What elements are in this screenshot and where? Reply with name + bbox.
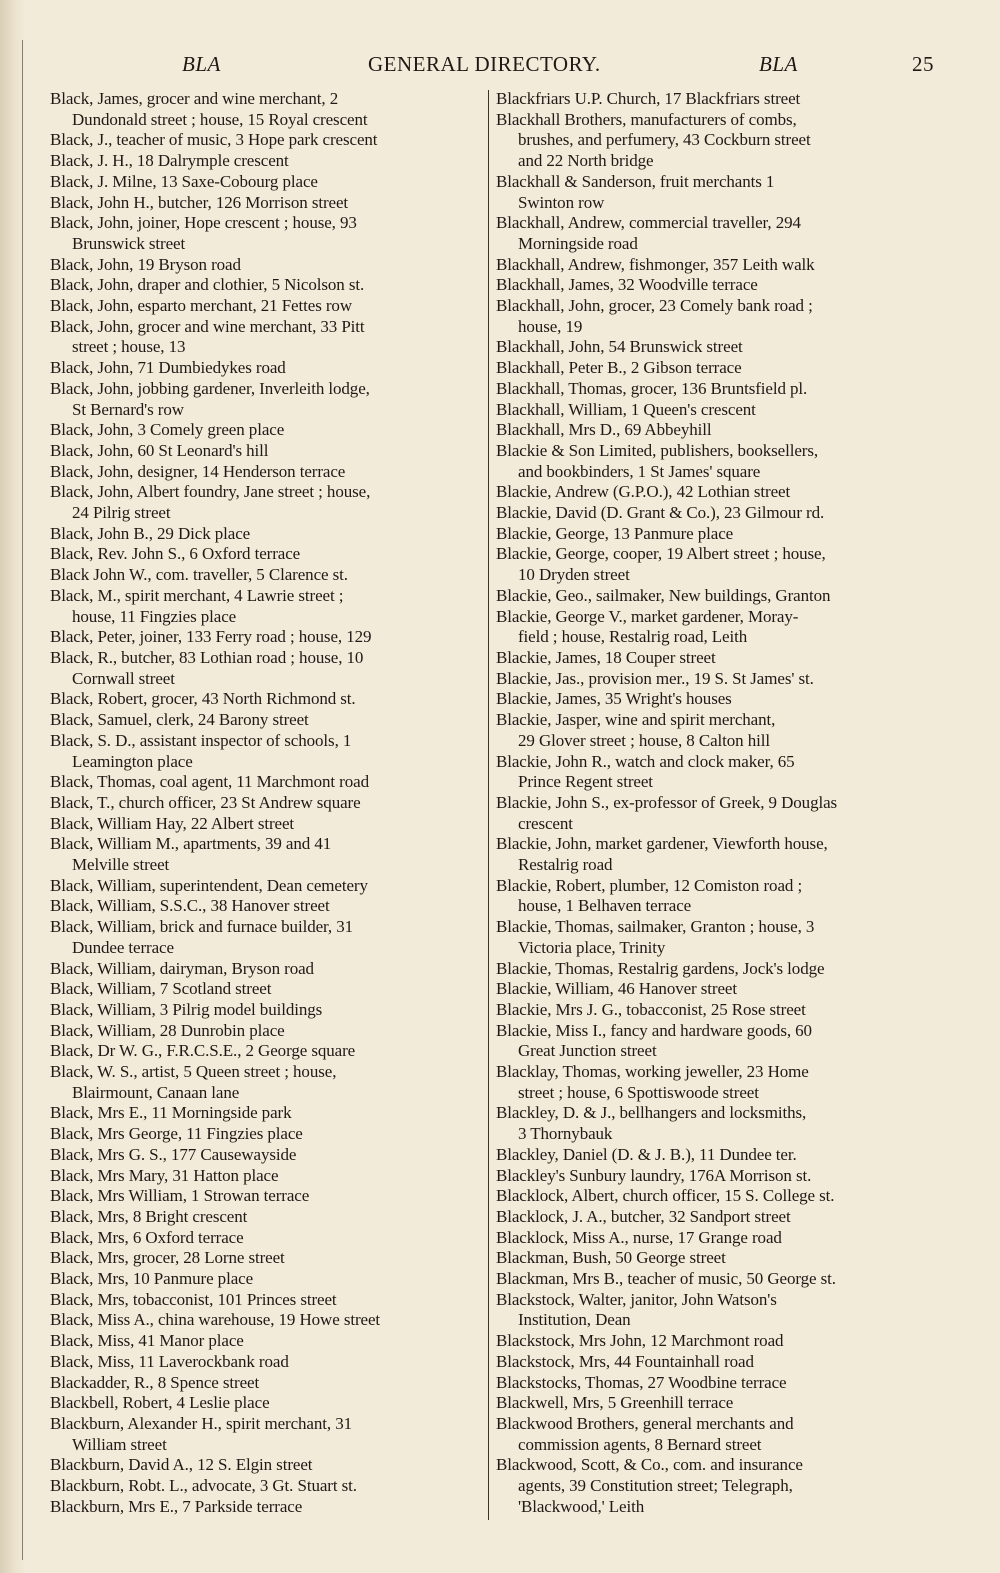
entry-continuation-line: 3 Thornybauk (518, 1124, 613, 1144)
entry-line: Blackstock, Mrs, 44 Fountainhall road (496, 1351, 754, 1371)
directory-entry (496, 110, 932, 172)
directory-entry (496, 959, 932, 980)
directory-entry (50, 255, 486, 276)
directory-entry (496, 834, 932, 875)
entry-continuation-line: St Bernard's row (72, 399, 184, 419)
entry-line: Blackman, Bush, 50 George street (496, 1248, 726, 1268)
directory-entry (50, 793, 486, 814)
entry-line: Blackburn, Mrs E., 7 Parkside terrace (50, 1496, 303, 1516)
entry-line: Blackhall, Andrew, commercial traveller, 294 (496, 213, 801, 233)
directory-entry (50, 731, 486, 772)
entry-continuation-line: and bookbinders, 1 St James' square (518, 461, 761, 481)
directory-entry (496, 1414, 932, 1455)
entry-line: Blackley, Daniel (D. & J. B.), 11 Dundee ter. (496, 1144, 797, 1164)
entry-line: Black, J., teacher of music, 3 Hope park crescent (50, 130, 378, 150)
directory-entry (50, 1393, 486, 1414)
entry-line: Black, John, esparto merchant, 21 Fettes row (50, 296, 352, 316)
directory-entry (50, 648, 486, 689)
page-number: 25 (912, 52, 934, 76)
entry-line: Blackhall, Thomas, grocer, 136 Bruntsfield pl. (496, 378, 808, 398)
directory-entry (50, 1186, 486, 1207)
entry-line: Blackburn, David A., 12 S. Elgin street (50, 1455, 313, 1475)
entry-line: Black, John, joiner, Hope crescent ; house, 93 (50, 213, 357, 233)
directory-entry (50, 1455, 486, 1476)
directory-entry (50, 1310, 486, 1331)
directory-entry (50, 275, 486, 296)
directory-entry (496, 1290, 932, 1331)
directory-entry (496, 1393, 932, 1414)
directory-entry (496, 752, 932, 793)
directory-entry (50, 959, 486, 980)
entry-line: Blackstock, Walter, janitor, John Watson's (496, 1289, 777, 1309)
entry-line: Black, Mrs, 8 Bright crescent (50, 1206, 248, 1226)
entry-line: Black, Mrs E., 11 Morningside park (50, 1103, 292, 1123)
directory-entry (50, 834, 486, 875)
directory-entry (50, 1103, 486, 1124)
directory-entry (50, 586, 486, 627)
entry-line: Black, William, 7 Scotland street (50, 979, 272, 999)
directory-entry (50, 379, 486, 420)
entry-continuation-line: Dundee terrace (72, 937, 174, 957)
entry-line: Blackburn, Robt. L., advocate, 3 Gt. Stuart st. (50, 1476, 357, 1496)
entry-line: Blackhall, James, 32 Woodville terrace (496, 275, 758, 295)
entry-continuation-line: Brunswick street (72, 233, 186, 253)
entry-continuation-line: 10 Dryden street (518, 565, 630, 585)
directory-entry (50, 358, 486, 379)
entry-line: Black, William, 3 Pilrig model buildings (50, 999, 323, 1019)
directory-entry (50, 482, 486, 523)
entry-line: Black, John, jobbing gardener, Inverleith lodge, (50, 378, 370, 398)
entry-line: Blackie, James, 18 Couper street (496, 647, 716, 667)
entry-continuation-line: Institution, Dean (518, 1310, 631, 1330)
directory-entry (496, 275, 932, 296)
entry-line: Blackie, George, cooper, 19 Albert street ; house, (496, 544, 826, 564)
entry-continuation-line: 29 Glover street ; house, 8 Calton hill (518, 730, 771, 750)
directory-entry (50, 420, 486, 441)
entry-continuation-line: agents, 39 Constitution street; Telegraph, (518, 1476, 793, 1496)
entry-line: Black, John, 19 Bryson road (50, 254, 241, 274)
header-left-guide-word: BLA (182, 52, 221, 76)
page-header (50, 52, 970, 82)
entry-line: Blackbell, Robert, 4 Leslie place (50, 1393, 270, 1413)
directory-entry (50, 814, 486, 835)
entry-line: Blackhall, Andrew, fishmonger, 357 Leith walk (496, 254, 815, 274)
directory-entry (496, 544, 932, 585)
entry-line: Black, James, grocer and wine merchant, 2 (50, 89, 339, 108)
entry-line: Blackley's Sunbury laundry, 176A Morrison st. (496, 1165, 812, 1185)
entry-line: Black, John, designer, 14 Henderson terrace (50, 461, 346, 481)
entry-continuation-line: Leamington place (72, 751, 193, 771)
directory-entry (50, 1352, 486, 1373)
directory-entry (50, 1248, 486, 1269)
entry-line: Black, Dr W. G., F.R.C.S.E., 2 George square (50, 1041, 356, 1061)
entry-line: Black, William, 28 Dunrobin place (50, 1020, 285, 1040)
directory-entry (496, 1228, 932, 1249)
entry-line: Blackie, Mrs J. G., tobacconist, 25 Rose street (496, 999, 806, 1019)
entry-continuation-line: commission agents, 8 Bernard street (518, 1434, 762, 1454)
entry-continuation-line: house, 1 Belhaven terrace (518, 896, 692, 916)
entry-line: Black, Mrs George, 11 Fingzies place (50, 1124, 303, 1144)
directory-entry (50, 462, 486, 483)
directory-entry (50, 1145, 486, 1166)
directory-entry (496, 482, 932, 503)
entry-line: Blackie, George, 13 Panmure place (496, 523, 734, 543)
entry-continuation-line: Prince Regent street (518, 772, 653, 792)
entry-line: Black, Rev. John S., 6 Oxford terrace (50, 544, 301, 564)
entry-line: Blackie, Robert, plumber, 12 Comiston road ; (496, 875, 803, 895)
entry-line: Black, Mrs, 6 Oxford terrace (50, 1227, 244, 1247)
entry-line: Blackman, Mrs B., teacher of music, 50 George st. (496, 1269, 836, 1289)
directory-entry (496, 648, 932, 669)
entry-continuation-line: Restalrig road (518, 855, 613, 875)
entry-line: Black, Mrs, grocer, 28 Lorne street (50, 1248, 285, 1268)
directory-entry (50, 151, 486, 172)
entry-continuation-line: Blairmount, Canaan lane (72, 1082, 240, 1102)
entry-continuation-line: Morningside road (518, 233, 638, 253)
directory-entry (496, 1186, 932, 1207)
entry-continuation-line: Great Junction street (518, 1041, 657, 1061)
entry-line: Blackhall, John, 54 Brunswick street (496, 337, 743, 357)
entry-line: Black, T., church officer, 23 St Andrew square (50, 792, 361, 812)
entry-line: Blackie, Jas., provision mer., 19 S. St James' st. (496, 668, 814, 688)
entry-continuation-line: house, 11 Fingzies place (72, 606, 237, 626)
entry-line: Blackhall, John, grocer, 23 Comely bank road ; (496, 296, 813, 316)
directory-entry (50, 296, 486, 317)
directory-entry (50, 710, 486, 731)
entry-line: Black, John, 71 Dumbiedykes road (50, 358, 286, 378)
directory-entry (50, 896, 486, 917)
entry-continuation-line: William street (72, 1434, 167, 1454)
entry-continuation-line: 24 Pilrig street (72, 503, 171, 523)
directory-entry (496, 917, 932, 958)
entry-line: Blackhall, Peter B., 2 Gibson terrace (496, 358, 742, 378)
entry-line: Black, Robert, grocer, 43 North Richmond st. (50, 689, 356, 709)
entry-line: Black, Peter, joiner, 133 Ferry road ; house, 129 (50, 627, 372, 647)
entry-line: Black, Thomas, coal agent, 11 Marchmont road (50, 772, 369, 792)
directory-entry (496, 1062, 932, 1103)
directory-entry (50, 917, 486, 958)
directory-entry (496, 607, 932, 648)
entry-line: Blackie, Miss I., fancy and hardware goods, 60 (496, 1020, 812, 1040)
entry-line: Black, Mrs William, 1 Strowan terrace (50, 1186, 310, 1206)
entry-line: Blackie, Geo., sailmaker, New buildings, Granton (496, 585, 831, 605)
entry-line: Black, William, dairyman, Bryson road (50, 958, 314, 978)
directory-entry (496, 1331, 932, 1352)
entry-line: Black, Miss A., china warehouse, 19 Howe street (50, 1310, 381, 1330)
directory-entry (496, 586, 932, 607)
header-title: GENERAL DIRECTORY. (368, 52, 601, 76)
entry-continuation-line: 'Blackwood,' Leith (518, 1496, 645, 1516)
entry-line: Blackie, John R., watch and clock maker, 65 (496, 751, 795, 771)
entry-line: Blacklock, J. A., butcher, 32 Sandport street (496, 1206, 791, 1226)
directory-entry (496, 710, 932, 751)
directory-entry (50, 544, 486, 565)
entry-line: Black, John B., 29 Dick place (50, 523, 251, 543)
entry-line: Blackhall Brothers, manufacturers of combs, (496, 109, 797, 129)
directory-entry (496, 1207, 932, 1228)
entry-line: Blackley, D. & J., bellhangers and locksmiths, (496, 1103, 807, 1123)
entry-line: Black, John, 3 Comely green place (50, 420, 285, 440)
directory-entry (496, 669, 932, 690)
entry-line: Blackadder, R., 8 Spence street (50, 1372, 260, 1392)
directory-entry (496, 441, 932, 482)
directory-entry (50, 1228, 486, 1249)
entry-line: Blackie, John, market gardener, Viewforth house, (496, 834, 828, 854)
directory-entry (496, 1145, 932, 1166)
directory-entry (496, 1269, 932, 1290)
directory-entry (50, 524, 486, 545)
entry-line: Black, J. H., 18 Dalrymple crescent (50, 151, 289, 171)
directory-entry (50, 1331, 486, 1352)
directory-entry (496, 1455, 932, 1517)
entry-line: Blackburn, Alexander H., spirit merchant, 31 (50, 1414, 352, 1433)
directory-entry (50, 1269, 486, 1290)
directory-entry (50, 1062, 486, 1103)
right-column (496, 89, 932, 1518)
entry-line: Black, W. S., artist, 5 Queen street ; house, (50, 1062, 337, 1082)
header-right-guide-word: BLA (759, 52, 798, 76)
entry-line: Black, John, grocer and wine merchant, 33 Pitt (50, 316, 365, 336)
directory-entry (50, 1290, 486, 1311)
directory-entry (50, 441, 486, 462)
entry-line: Blackie, Andrew (G.P.O.), 42 Lothian street (496, 482, 791, 502)
entry-continuation-line: brushes, and perfumery, 43 Cockburn street (518, 130, 811, 150)
entry-line: Blackie, Thomas, Restalrig gardens, Jock's lodge (496, 958, 825, 978)
directory-entry (496, 876, 932, 917)
entry-line: Blackstock, Mrs John, 12 Marchmont road (496, 1331, 784, 1351)
directory-entry (50, 1476, 486, 1497)
entry-line: Blackie, James, 35 Wright's houses (496, 689, 732, 709)
directory-entry (50, 317, 486, 358)
entry-continuation-line: street ; house, 6 Spottiswoode street (518, 1082, 759, 1102)
entry-line: Black, M., spirit merchant, 4 Lawrie street ; (50, 585, 344, 605)
entry-continuation-line: Melville street (72, 855, 170, 875)
directory-entry (50, 1207, 486, 1228)
entry-line: Blackhall & Sanderson, fruit merchants 1 (496, 171, 775, 191)
entry-line: Blackwood Brothers, general merchants and (496, 1414, 794, 1433)
directory-entry (50, 193, 486, 214)
entry-line: Black, Samuel, clerk, 24 Barony street (50, 710, 309, 730)
entry-line: Blackhall, Mrs D., 69 Abbeyhill (496, 420, 712, 440)
directory-entry (496, 793, 932, 834)
directory-entry (50, 1021, 486, 1042)
entry-continuation-line: crescent (518, 813, 573, 833)
directory-entry (496, 1000, 932, 1021)
directory-entry (496, 1021, 932, 1062)
directory-entry (50, 89, 486, 130)
entry-continuation-line: Cornwall street (72, 668, 175, 688)
directory-entry (50, 130, 486, 151)
directory-entry (50, 172, 486, 193)
directory-entry (496, 1373, 932, 1394)
entry-line: Black, S. D., assistant inspector of schools, 1 (50, 730, 352, 750)
binding-fold-line (22, 40, 23, 1560)
directory-entry (496, 503, 932, 524)
directory-entry (50, 627, 486, 648)
directory-entry (496, 1352, 932, 1373)
entry-line: Blackie, David (D. Grant & Co.), 23 Gilmour rd. (496, 503, 825, 523)
entry-line: Blackhall, William, 1 Queen's crescent (496, 399, 756, 419)
directory-entry (496, 1166, 932, 1187)
directory-entry (50, 1000, 486, 1021)
directory-entry (496, 400, 932, 421)
entry-line: Black, Mrs, 10 Panmure place (50, 1269, 254, 1289)
directory-entry (496, 255, 932, 276)
directory-entry (50, 213, 486, 254)
directory-entry (496, 172, 932, 213)
entry-line: Blacklock, Miss A., nurse, 17 Grange road (496, 1227, 782, 1247)
entry-line: Blackwood, Scott, & Co., com. and insurance (496, 1455, 803, 1475)
entry-line: Blackfriars U.P. Church, 17 Blackfriars street (496, 89, 801, 108)
directory-entry (50, 1497, 486, 1518)
entry-line: Black, William, S.S.C., 38 Hanover street (50, 896, 330, 916)
entry-line: Blackie, William, 46 Hanover street (496, 979, 737, 999)
entry-line: Blackwell, Mrs, 5 Greenhill terrace (496, 1393, 734, 1413)
directory-entry (496, 1103, 932, 1144)
entry-line: Black, Miss, 41 Manor place (50, 1331, 244, 1351)
directory-entry (50, 1414, 486, 1455)
directory-entry (496, 689, 932, 710)
entry-line: Black John W., com. traveller, 5 Clarence st. (50, 565, 348, 585)
directory-entry (496, 337, 932, 358)
entry-line: Blackstocks, Thomas, 27 Woodbine terrace (496, 1372, 787, 1392)
directory-entry (496, 89, 932, 110)
entry-line: Blackie, John S., ex-professor of Greek, 9 Douglas (496, 792, 838, 812)
directory-entry (50, 565, 486, 586)
entry-line: Black, William, brick and furnace builder, 31 (50, 917, 354, 937)
entry-continuation-line: Dundonald street ; house, 15 Royal crescent (72, 109, 368, 129)
directory-entry (496, 358, 932, 379)
directory-entry (50, 1124, 486, 1145)
directory-entry (496, 1248, 932, 1269)
entry-line: Black, John, draper and clothier, 5 Nicolson st. (50, 275, 365, 295)
directory-entry (496, 979, 932, 1000)
entry-line: Black, William, superintendent, Dean cemetery (50, 875, 368, 895)
entry-line: Blacklay, Thomas, working jeweller, 23 Home (496, 1062, 809, 1082)
directory-entry (496, 379, 932, 400)
left-column (50, 89, 486, 1518)
directory-entry (496, 420, 932, 441)
directory-entry (50, 979, 486, 1000)
entry-line: Black, Mrs Mary, 31 Hatton place (50, 1165, 279, 1185)
entry-line: Black, Mrs G. S., 177 Causewayside (50, 1144, 297, 1164)
entry-line: Black, William Hay, 22 Albert street (50, 813, 295, 833)
entry-continuation-line: Victoria place, Trinity (518, 937, 666, 957)
entry-continuation-line: and 22 North bridge (518, 151, 654, 171)
directory-entry (496, 296, 932, 337)
entry-line: Black, J. Milne, 13 Saxe-Cobourg place (50, 171, 318, 191)
entry-continuation-line: Swinton row (518, 192, 605, 212)
directory-entry (50, 1373, 486, 1394)
entry-line: Blackie, Jasper, wine and spirit merchant, (496, 710, 776, 730)
entry-continuation-line: street ; house, 13 (72, 337, 186, 357)
directory-entry (50, 772, 486, 793)
column-divider (488, 90, 489, 1520)
directory-entry (50, 689, 486, 710)
directory-entry (50, 1041, 486, 1062)
directory-entry (496, 213, 932, 254)
entry-line: Black, John, Albert foundry, Jane street ; house, (50, 482, 371, 502)
entry-line: Black, John, 60 St Leonard's hill (50, 440, 269, 460)
entry-line: Blackie, George V., market gardener, Moray- (496, 606, 799, 626)
directory-entry (496, 524, 932, 545)
entry-line: Black, Mrs, tobacconist, 101 Princes street (50, 1289, 337, 1309)
entry-continuation-line: field ; house, Restalrig road, Leith (518, 627, 748, 647)
entry-line: Black, William M., apartments, 39 and 41 (50, 834, 332, 854)
entry-line: Black, John H., butcher, 126 Morrison street (50, 192, 349, 212)
entry-line: Black, Miss, 11 Laverockbank road (50, 1351, 289, 1371)
entry-line: Blackie & Son Limited, publishers, booksellers, (496, 440, 819, 460)
entry-line: Blackie, Thomas, sailmaker, Granton ; house, 3 (496, 917, 815, 937)
entry-line: Blacklock, Albert, church officer, 15 S. College st. (496, 1186, 835, 1206)
entry-continuation-line: house, 19 (518, 316, 583, 336)
directory-entry (50, 1166, 486, 1187)
directory-entry (50, 876, 486, 897)
entry-line: Black, R., butcher, 83 Lothian road ; house, 10 (50, 647, 364, 667)
